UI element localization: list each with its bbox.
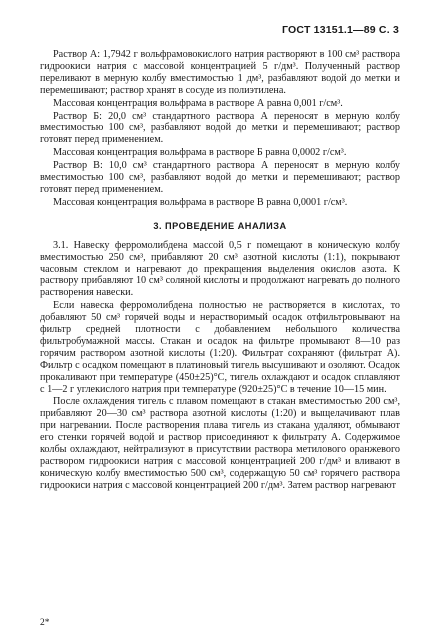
document-body — [40, 49, 400, 493]
paragraph-insoluble-residue: Если навеска ферромолибдена полностью не растворяется в кислотах, то добавляют 50 см³ горячей воды и нерастворимый осадок отфильтровывают на фильтр средней плотности с добавлением небольшого количества фильтробумажной массы. Стакан и осадок на фильтре промывают 8—10 раз горячим раствором азотной кислоты (1:20). Фильтрат сохраняют (фильтрат А). Фильтр с осадком помещают в платиновый тигель высушивают и озоляют. Осадок прокаливают при температуре (450±25)°С, тигель охлаждают и осадок сплавляют с 1—2 г углекислого натрия при температуре (920±25)°С в течение 10—15 мин. — [40, 300, 400, 395]
signature-mark: 2* — [40, 618, 50, 628]
paragraph-solution-a: Раствор А: 1,7942 г вольфрамовокислого натрия растворяют в 100 см³ раствора гидроокиси натрия с массовой концентрацией 5 г/дм³. Полученный раствор переливают в мерную колбу вместимостью 1 дм³, разбавляют водой до метки и перемешивают; раствор хранят в сосуде из полиэтилена. — [40, 49, 400, 96]
paragraph-solution-b: Раствор Б: 20,0 см³ стандартного раствора А переносят в мерную колбу вместимостью 100 см³, разбавляют водой до метки и перемешивают; раствор готовят перед применением. — [40, 110, 400, 146]
paragraph-after-cooling: После охлаждения тигель с плавом помещают в стакан вместимостью 200 см³, прибавляют 20—30 см³ раствора азотной кислоты (1:20) и выщелачивают плав при нагревании. После растворения плава тигель из стакана удаляют, обмывают его стенки горячей водой и раствор присоединяют к фильтрату А. Содержимое колбы охлаждают, нейтрализуют в присутствии раствора метилового оранжевого раствором гидроокиси натрия с массовой концентрацией 200 г/дм³ и вливают в коническую колбу вместимостью 500 см³, содержащую 50 см³ горячего раствора гидроокиси натрия с массовой концентрацией 200 г/дм³. Затем раствор нагревают — [40, 396, 400, 491]
paragraph-3-1: 3.1. Навеску ферромолибдена массой 0,5 г помещают в коническую колбу вместимостью 250 см³, прибавляют 20 см³ азотной кислоты (1:1), покрывают часовым стеклом и нагревают до прекращения выделения окислов азота. К раствору прибавляют 10 см³ соляной кислоты и продолжают нагревать до полного растворения навески. — [40, 239, 400, 299]
paragraph-concentration-a: Массовая концентрация вольфрама в растворе А равна 0,001 г/см³. — [53, 97, 343, 109]
section-title: 3. ПРОВЕДЕНИЕ АНАЛИЗА — [153, 220, 287, 231]
paragraph-solution-v: Раствор В: 10,0 см³ стандартного раствора А переносят в мерную колбу вместимостью 100 см³, разбавляют водой до метки и перемешивают; раствор готовят перед применением. — [40, 160, 400, 195]
page-header: ГОСТ 13151.1—89 С. 3 — [282, 24, 399, 36]
paragraph-concentration-v: Массовая концентрация вольфрама в растворе В равна 0,0001 г/см³. — [53, 196, 348, 208]
paragraph-concentration-b: Массовая концентрация вольфрама в растворе Б равна 0,0002 г/см³. — [53, 147, 347, 159]
